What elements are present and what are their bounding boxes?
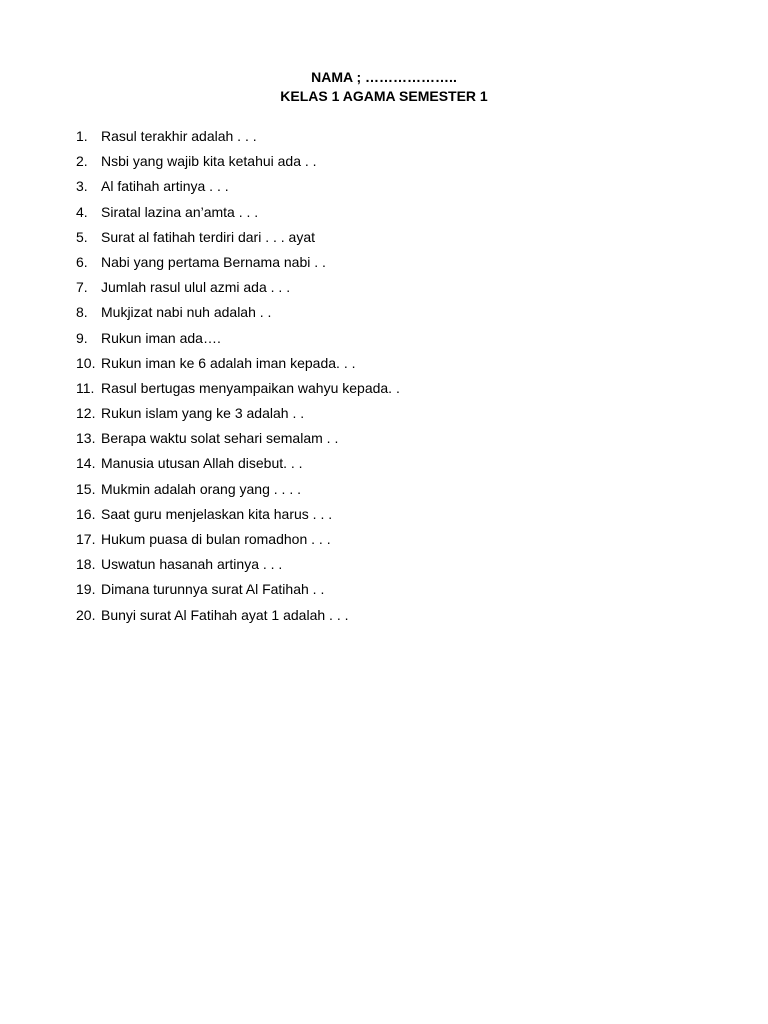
question-item	[76, 351, 400, 376]
question-text: Bunyi surat Al Fatihah ayat 1 adalah . . .	[101, 606, 349, 623]
question-number: 4.	[76, 203, 88, 220]
question-text: Berapa waktu solat sehari semalam . .	[101, 430, 339, 447]
question-text: Al fatihah artinya . . .	[101, 178, 229, 195]
question-text: Jumlah rasul ulul azmi ada . . .	[101, 279, 291, 296]
question-number: 7.	[76, 279, 88, 296]
question-number: 14.	[76, 455, 96, 472]
question-text: Hukum puasa di bulan romadhon . . .	[101, 531, 331, 547]
question-number: 11.	[76, 379, 95, 396]
question-item	[76, 426, 400, 451]
question-item	[76, 326, 400, 351]
question-number: 15.	[76, 480, 96, 497]
question-text: Rukun iman ke 6 adalah iman kepada. . .	[101, 354, 356, 371]
question-item	[76, 200, 400, 225]
question-text: Siratal lazina an’amta . . .	[101, 203, 259, 220]
question-text: Nsbi yang wajib kita ketahui ada . .	[101, 153, 317, 170]
question-item	[76, 527, 400, 552]
question-item	[76, 577, 400, 602]
question-text: Nabi yang pertama Bernama nabi . .	[101, 253, 326, 270]
question-number: 10.	[76, 354, 96, 371]
question-item	[76, 124, 400, 149]
question-number: 19.	[76, 581, 96, 598]
name-line: NAMA ; ………………..	[311, 69, 457, 85]
question-text: Rukun iman ada….	[101, 329, 221, 346]
question-number: 5.	[76, 228, 88, 245]
question-item	[76, 552, 400, 577]
question-text: Rasul bertugas menyampaikan wahyu kepada. .	[101, 379, 400, 396]
question-number: 9.	[76, 329, 88, 346]
question-number: 3.	[76, 178, 88, 195]
question-number: 17.	[76, 531, 96, 547]
question-number: 12.	[76, 405, 96, 422]
class-title: KELAS 1 AGAMA SEMESTER 1	[280, 88, 488, 104]
question-text: Surat al fatihah terdiri dari . . . ayat	[101, 228, 315, 245]
question-number: 18.	[76, 556, 96, 573]
question-item	[76, 477, 400, 502]
question-item	[76, 451, 400, 476]
question-item	[76, 376, 400, 401]
question-item	[76, 502, 400, 527]
question-text: Mukmin adalah orang yang . . . .	[101, 480, 301, 497]
question-item	[76, 149, 400, 174]
question-number: 2.	[76, 153, 88, 170]
question-number: 20.	[76, 606, 96, 623]
question-item	[76, 250, 400, 275]
question-text: Saat guru menjelaskan kita harus . . .	[101, 505, 333, 522]
question-text: Rukun islam yang ke 3 adalah . .	[101, 405, 305, 422]
question-item	[76, 275, 400, 300]
question-number: 13.	[76, 430, 96, 447]
question-item	[76, 225, 400, 250]
question-text: Mukjizat nabi nuh adalah . .	[101, 304, 272, 321]
question-item	[76, 603, 400, 628]
question-item	[76, 401, 400, 426]
question-item	[76, 174, 400, 199]
document-header	[0, 68, 768, 106]
question-text: Dimana turunnya surat Al Fatihah . .	[101, 581, 325, 598]
question-number: 16.	[76, 505, 96, 522]
question-item	[76, 300, 400, 325]
question-number: 1.	[76, 128, 88, 144]
question-text: Uswatun hasanah artinya . . .	[101, 556, 283, 573]
question-text: Rasul terakhir adalah . . .	[101, 128, 257, 144]
question-text: Manusia utusan Allah disebut. . .	[101, 455, 303, 472]
question-list	[76, 124, 400, 628]
question-number: 6.	[76, 253, 88, 270]
question-number: 8.	[76, 304, 88, 321]
